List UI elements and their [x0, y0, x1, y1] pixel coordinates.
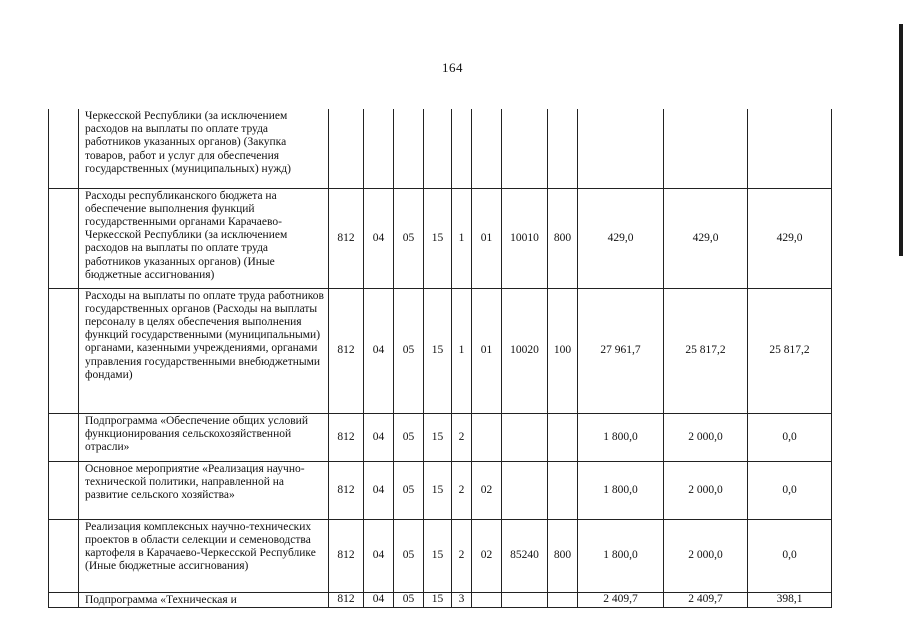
- cell-amount-2: [664, 109, 748, 188]
- cell-main-measure: 02: [472, 519, 502, 592]
- cell-amount-3: 0,0: [748, 461, 832, 519]
- row-description: Расходы на выплаты по оплате труда работников государственных органов (Расходы на выплаты персоналу в целях обеспечения выполнения функций государственными (муниципальными) органами, казенными учреждениями, органами управления государственными внебюджетными фондами): [79, 288, 329, 413]
- cell-section: [364, 109, 394, 188]
- cell-program: 15: [424, 592, 452, 607]
- cell-subprogram: [452, 109, 472, 188]
- cell-subsection: 05: [394, 288, 424, 413]
- cell-section: 04: [364, 288, 394, 413]
- cell-subsection: [394, 109, 424, 188]
- row-spacer-cell: [49, 413, 79, 461]
- cell-program: 15: [424, 461, 452, 519]
- table-row: [49, 109, 832, 188]
- page-number: 164: [442, 60, 463, 75]
- cell-expense-type: 100: [548, 288, 578, 413]
- cell-ministry-code: 812: [329, 188, 364, 288]
- cell-section: 04: [364, 592, 394, 607]
- cell-program: 15: [424, 288, 452, 413]
- cell-expense-type: [548, 592, 578, 607]
- cell-direction: 10020: [502, 288, 548, 413]
- cell-amount-1: 429,0: [578, 188, 664, 288]
- cell-amount-3: 0,0: [748, 413, 832, 461]
- cell-expense-type: [548, 413, 578, 461]
- cell-amount-1: 1 800,0: [578, 519, 664, 592]
- cell-subsection: 05: [394, 519, 424, 592]
- cell-program: 15: [424, 188, 452, 288]
- cell-ministry-code: 812: [329, 519, 364, 592]
- cell-main-measure: 01: [472, 188, 502, 288]
- cell-expense-type: [548, 461, 578, 519]
- cell-subsection: 05: [394, 188, 424, 288]
- cell-amount-2: 2 409,7: [664, 592, 748, 607]
- row-description: Основное мероприятие «Реализация научно-технической политики, направленной на развитие сельского хозяйства»: [79, 461, 329, 519]
- cell-main-measure: 01: [472, 288, 502, 413]
- cell-amount-2: 2 000,0: [664, 519, 748, 592]
- cell-expense-type: 800: [548, 519, 578, 592]
- cell-section: 04: [364, 188, 394, 288]
- cell-amount-1: 2 409,7: [578, 592, 664, 607]
- cell-expense-type: [548, 109, 578, 188]
- cell-section: 04: [364, 461, 394, 519]
- cell-program: 15: [424, 413, 452, 461]
- table-row: [49, 413, 832, 461]
- cell-subprogram: 2: [452, 413, 472, 461]
- cell-ministry-code: 812: [329, 592, 364, 607]
- row-spacer-cell: [49, 109, 79, 188]
- cell-amount-3: [748, 109, 832, 188]
- cell-subprogram: 2: [452, 519, 472, 592]
- cell-section: 04: [364, 413, 394, 461]
- cell-ministry-code: 812: [329, 461, 364, 519]
- cell-direction: [502, 413, 548, 461]
- table-row: [49, 288, 832, 413]
- cell-direction: 85240: [502, 519, 548, 592]
- cell-program: 15: [424, 519, 452, 592]
- cell-expense-type: 800: [548, 188, 578, 288]
- cell-program: [424, 109, 452, 188]
- cell-subprogram: 3: [452, 592, 472, 607]
- row-spacer-cell: [49, 592, 79, 607]
- cell-amount-2: 429,0: [664, 188, 748, 288]
- row-spacer-cell: [49, 461, 79, 519]
- cell-subprogram: 1: [452, 188, 472, 288]
- cell-main-measure: [472, 413, 502, 461]
- cell-amount-1: [578, 109, 664, 188]
- cell-main-measure: [472, 592, 502, 607]
- cell-amount-1: 1 800,0: [578, 461, 664, 519]
- cell-main-measure: [472, 109, 502, 188]
- cell-amount-3: 398,1: [748, 592, 832, 607]
- row-description: Реализация комплексных научно-технических проектов в области селекции и семеноводства картофеля в Карачаево-Черкесской Республике (Иные бюджетные ассигнования): [79, 519, 329, 592]
- cell-amount-1: 1 800,0: [578, 413, 664, 461]
- cell-subsection: 05: [394, 592, 424, 607]
- cell-direction: [502, 592, 548, 607]
- table-row: [49, 592, 832, 607]
- row-description: Расходы республиканского бюджета на обеспечение выполнения функций государственными органами Карачаево-Черкесской Республики (за исключением расходов на выплаты по оплате труда работников указанных органов) (Иные бюджетные ассигнования): [79, 188, 329, 288]
- cell-amount-2: 2 000,0: [664, 461, 748, 519]
- cell-subprogram: 2: [452, 461, 472, 519]
- row-description: Черкесской Республики (за исключением расходов на выплаты по оплате труда работников указанных органов) (Закупка товаров, работ и услуг для обеспечения государственных (муниципальных) нужд): [79, 109, 329, 188]
- cell-section: 04: [364, 519, 394, 592]
- cell-direction: [502, 461, 548, 519]
- cell-subsection: 05: [394, 413, 424, 461]
- cell-amount-2: 2 000,0: [664, 413, 748, 461]
- cell-ministry-code: 812: [329, 413, 364, 461]
- row-spacer-cell: [49, 188, 79, 288]
- table-row: [49, 188, 832, 288]
- cell-main-measure: 02: [472, 461, 502, 519]
- cell-amount-3: 0,0: [748, 519, 832, 592]
- cell-subsection: 05: [394, 461, 424, 519]
- scan-edge-mark: [899, 24, 903, 256]
- cell-ministry-code: 812: [329, 288, 364, 413]
- cell-amount-3: 25 817,2: [748, 288, 832, 413]
- budget-table: [48, 109, 832, 608]
- cell-subprogram: 1: [452, 288, 472, 413]
- cell-direction: [502, 109, 548, 188]
- table-row: [49, 461, 832, 519]
- cell-amount-3: 429,0: [748, 188, 832, 288]
- cell-amount-2: 25 817,2: [664, 288, 748, 413]
- row-description: Подпрограмма «Обеспечение общих условий функционирования сельскохозяйственной отрасли»: [79, 413, 329, 461]
- row-spacer-cell: [49, 288, 79, 413]
- cell-ministry-code: [329, 109, 364, 188]
- row-description: Подпрограмма «Техническая и: [79, 592, 329, 607]
- table-row: [49, 519, 832, 592]
- cell-direction: 10010: [502, 188, 548, 288]
- cell-amount-1: 27 961,7: [578, 288, 664, 413]
- row-spacer-cell: [49, 519, 79, 592]
